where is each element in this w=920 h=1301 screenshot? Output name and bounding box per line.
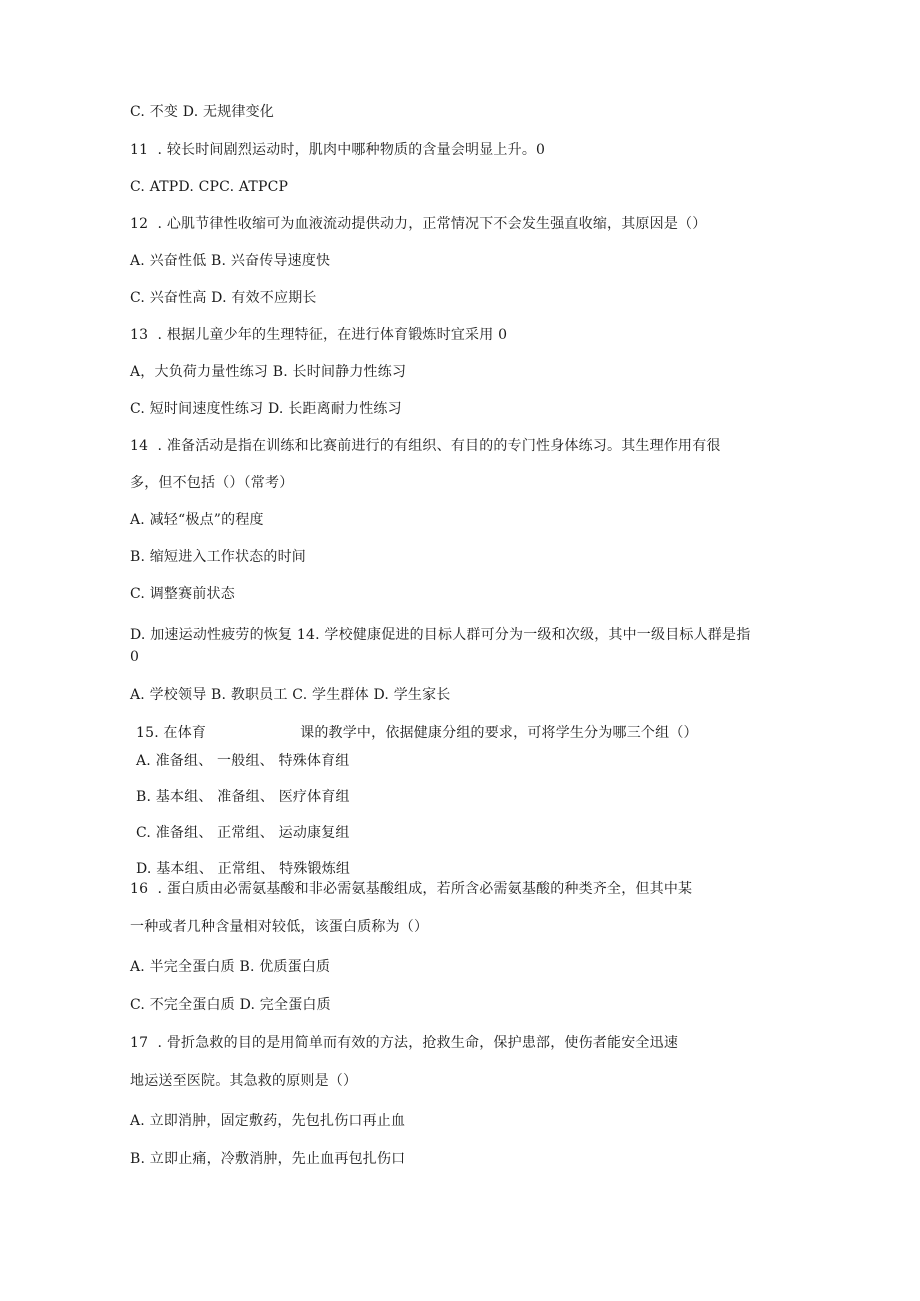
option-15-a: A. 准备组、 一般组、 特殊体育组	[136, 753, 350, 769]
question-13: 13 . 根据儿童少年的生理特征，在进行体育锻炼时宜采用 0	[130, 327, 508, 343]
question-12: 12 . 心肌节律性收缩可为血液流动提供动力，正常情况下不会发生强直收缩，其原因是（）	[130, 216, 707, 232]
question-16-continued: 一种或者几种含量相对较低，该蛋白质称为（）	[130, 919, 429, 935]
option-15-d: D. 基本组、 正常组、 特殊锻炼组	[136, 861, 351, 877]
option-15-b: B. 基本组、 准备组、 医疗体育组	[136, 789, 350, 805]
question-15-part2: 课的教学中，依据健康分组的要求，可将学生分为哪三个组（）	[300, 725, 698, 741]
question-14: 14 . 准备活动是指在训练和比赛前进行的有组织、有目的的专门性身体练习。其生理作用有很	[130, 438, 721, 454]
option-line-16-ab: A. 半完全蛋白质 B. 优质蛋白质	[130, 959, 331, 975]
question-16: 16 . 蛋白质由必需氨基酸和非必需氨基酸组成，若所含必需氨基酸的种类齐全，但其中某	[130, 881, 693, 897]
question-11: 11 . 较长时间剧烈运动时，肌肉中哪种物质的含量会明显上升。0	[130, 142, 546, 158]
option-17-b: B. 立即止痛，冷敷消肿，先止血再包扎伤口	[130, 1151, 406, 1167]
question-15-part1: 15. 在体育	[136, 725, 207, 741]
option-line-16-cd: C. 不完全蛋白质 D. 完全蛋白质	[130, 997, 331, 1013]
question-17: 17 . 骨折急救的目的是用简单而有效的方法，抢救生命，保护患部，使伤者能安全迅速	[130, 1035, 679, 1051]
option-15-c: C. 准备组、 正常组、 运动康复组	[136, 825, 350, 841]
option-14-b: B. 缩短进入工作状态的时间	[130, 549, 306, 565]
option-line-14b: A. 学校领导 B. 教职员工 C. 学生群体 D. 学生家长	[130, 687, 451, 703]
option-14-d-and-question-14b: D. 加速运动性疲劳的恢复 14. 学校健康促进的目标人群可分为一级和次级，其中一级目标人群是指	[130, 627, 751, 643]
option-14-c: C. 调整赛前状态	[130, 586, 235, 602]
option-14-a: A. 减轻“极点”的程度	[130, 512, 264, 528]
question-14-continued: 多，但不包括（）（常考）	[130, 475, 294, 491]
option-17-a: A. 立即消肿，固定敷药，先包扎伤口再止血	[130, 1113, 406, 1129]
option-line-12-cd: C. 兴奋性高 D. 有效不应期长	[130, 290, 317, 306]
option-line-13-cd: C. 短时间速度性练习 D. 长距离耐力性练习	[130, 401, 402, 417]
question-15	[136, 724, 698, 742]
option-line-12-ab: A. 兴奋性低 B. 兴奋传导速度快	[130, 253, 331, 269]
option-line-13-ab: A，大负荷力量性练习 B. 长时间静力性练习	[130, 364, 407, 380]
option-line-11-cd: C. ATPD. CPC. ATPCP	[130, 179, 289, 195]
option-line-10-cd: C. 不变 D. 无规律变化	[130, 104, 274, 120]
question-14b-continued: 0	[130, 649, 140, 665]
question-17-continued: 地运送至医院。其急救的原则是（）	[130, 1073, 358, 1089]
